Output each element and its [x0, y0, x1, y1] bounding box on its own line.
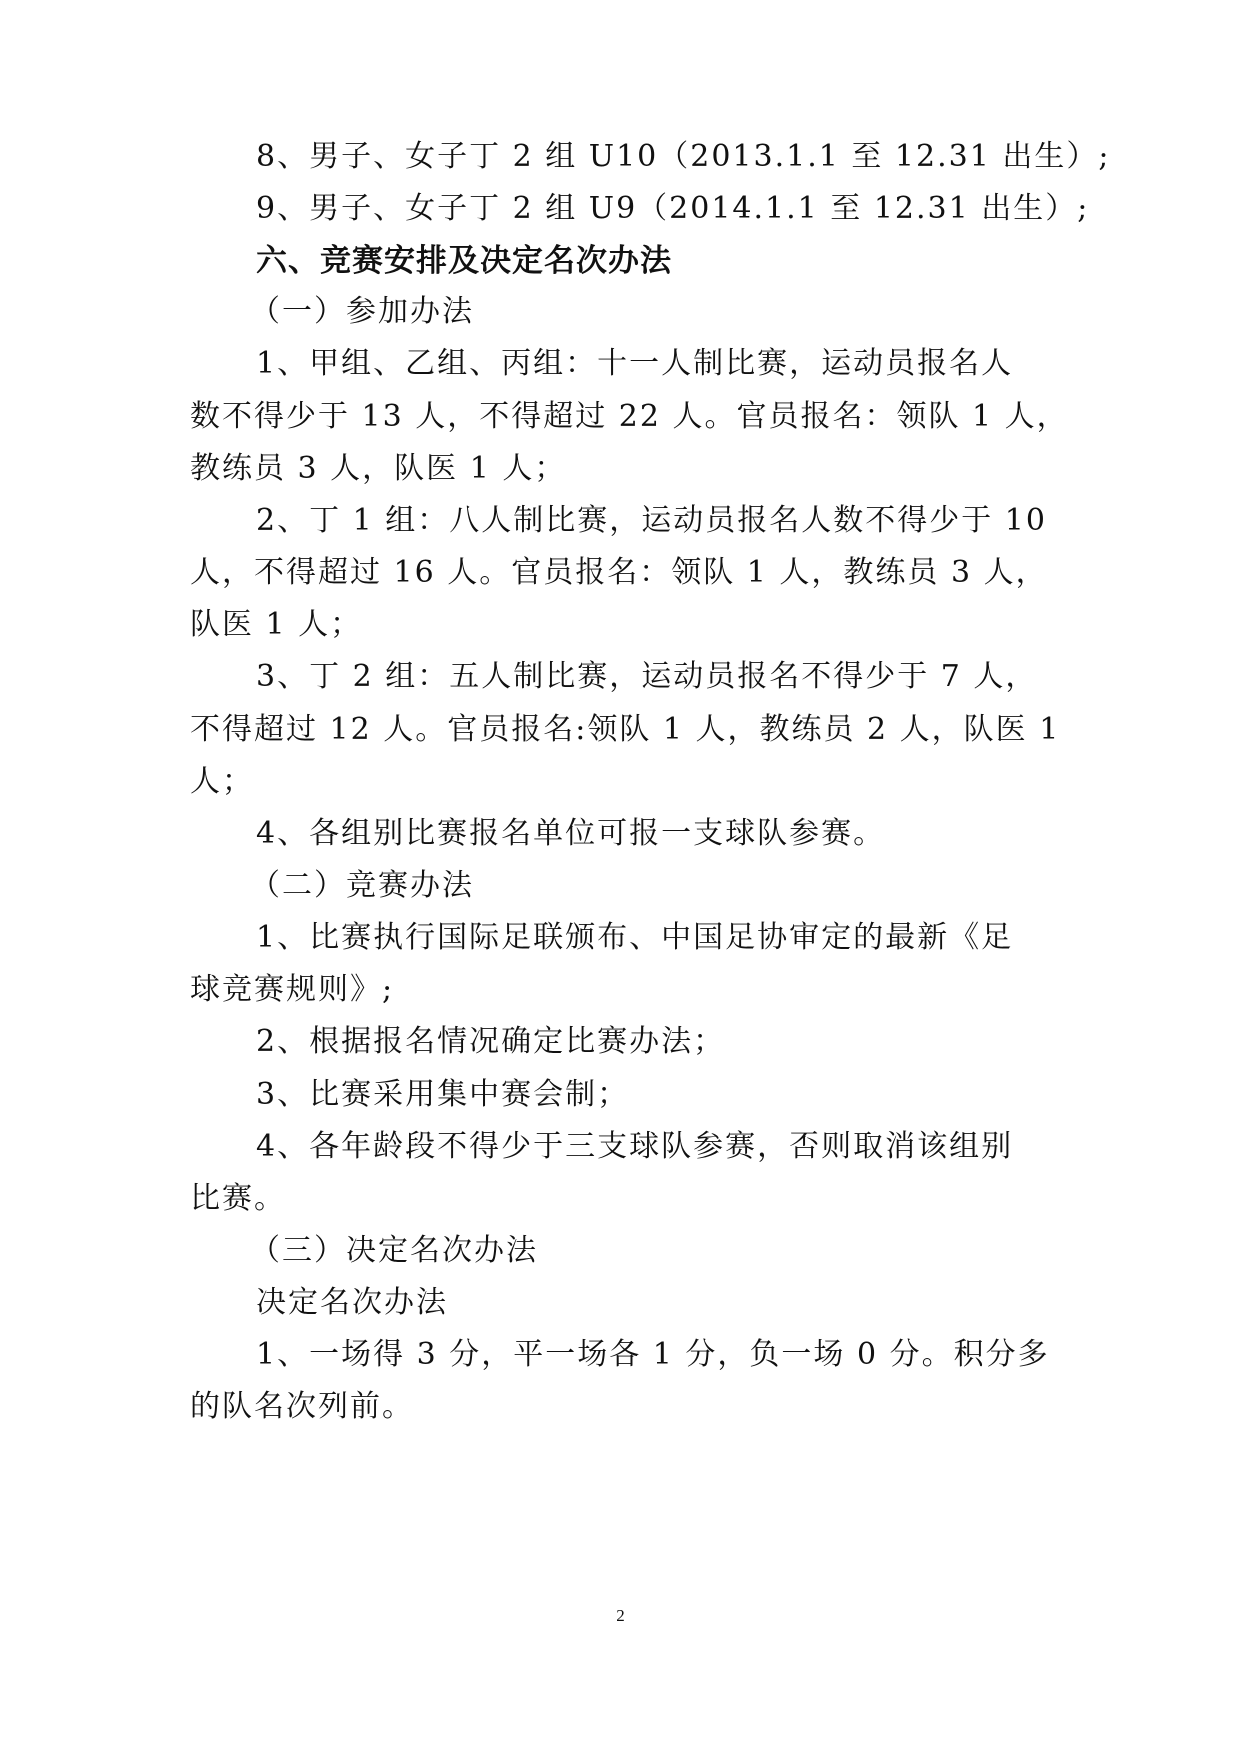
paragraph-line: 1、一场得 3 分，平一场各 1 分，负一场 0 分。积分多	[256, 1337, 1050, 1372]
paragraph-line: 3、比赛采用集中赛会制；	[256, 1077, 630, 1112]
paragraph-line: 4、各组别比赛报名单位可报一支球队参赛。	[256, 816, 886, 851]
paragraph-line: 比赛。	[190, 1181, 286, 1216]
paragraph-line: 数不得少于 13 人，不得超过 22 人。官员报名：领队 1 人，	[190, 399, 1069, 434]
list-item-9: 9、男子、女子丁 2 组 U9（2014.1.1 至 12.31 出生）;	[256, 191, 1090, 226]
paragraph-line: 1、甲组、乙组、丙组：十一人制比赛，运动员报名人	[256, 346, 1014, 381]
subsection-heading-1: （一）参加办法	[250, 294, 474, 329]
page-number: 2	[616, 1606, 625, 1625]
paragraph-line: 4、各年龄段不得少于三支球队参赛，否则取消该组别	[256, 1129, 1014, 1164]
subsection-heading-2: （二）竞赛办法	[250, 868, 474, 903]
paragraph-line: 2、根据报名情况确定比赛办法；	[256, 1024, 726, 1059]
paragraph-line: 人；	[190, 764, 254, 799]
list-item-8: 8、男子、女子丁 2 组 U10（2013.1.1 至 12.31 出生）;	[256, 139, 1111, 174]
paragraph-line: 教练员 3 人，队医 1 人；	[190, 451, 567, 486]
paragraph-line: 人，不得超过 16 人。官员报名：领队 1 人，教练员 3 人，	[190, 555, 1048, 590]
paragraph-line: 不得超过 12 人。官员报名:领队 1 人，教练员 2 人，队医 1	[190, 712, 1061, 747]
subsection-heading-3: （三）决定名次办法	[250, 1233, 538, 1268]
paragraph-line: 球竞赛规则》;	[190, 972, 395, 1007]
section-heading: 六、竞赛安排及决定名次办法	[256, 243, 672, 279]
paragraph-line: 1、比赛执行国际足联颁布、中国足协审定的最新《足	[256, 920, 1014, 955]
paragraph-line: 的队名次列前。	[190, 1389, 414, 1424]
paragraph-line: 3、丁 2 组：五人制比赛，运动员报名不得少于 7 人，	[256, 659, 1038, 694]
paragraph-line: 队医 1 人；	[190, 607, 363, 642]
paragraph-line: 2、丁 1 组：八人制比赛，运动员报名人数不得少于 10	[256, 503, 1047, 538]
paragraph-line: 决定名次办法	[256, 1285, 448, 1320]
